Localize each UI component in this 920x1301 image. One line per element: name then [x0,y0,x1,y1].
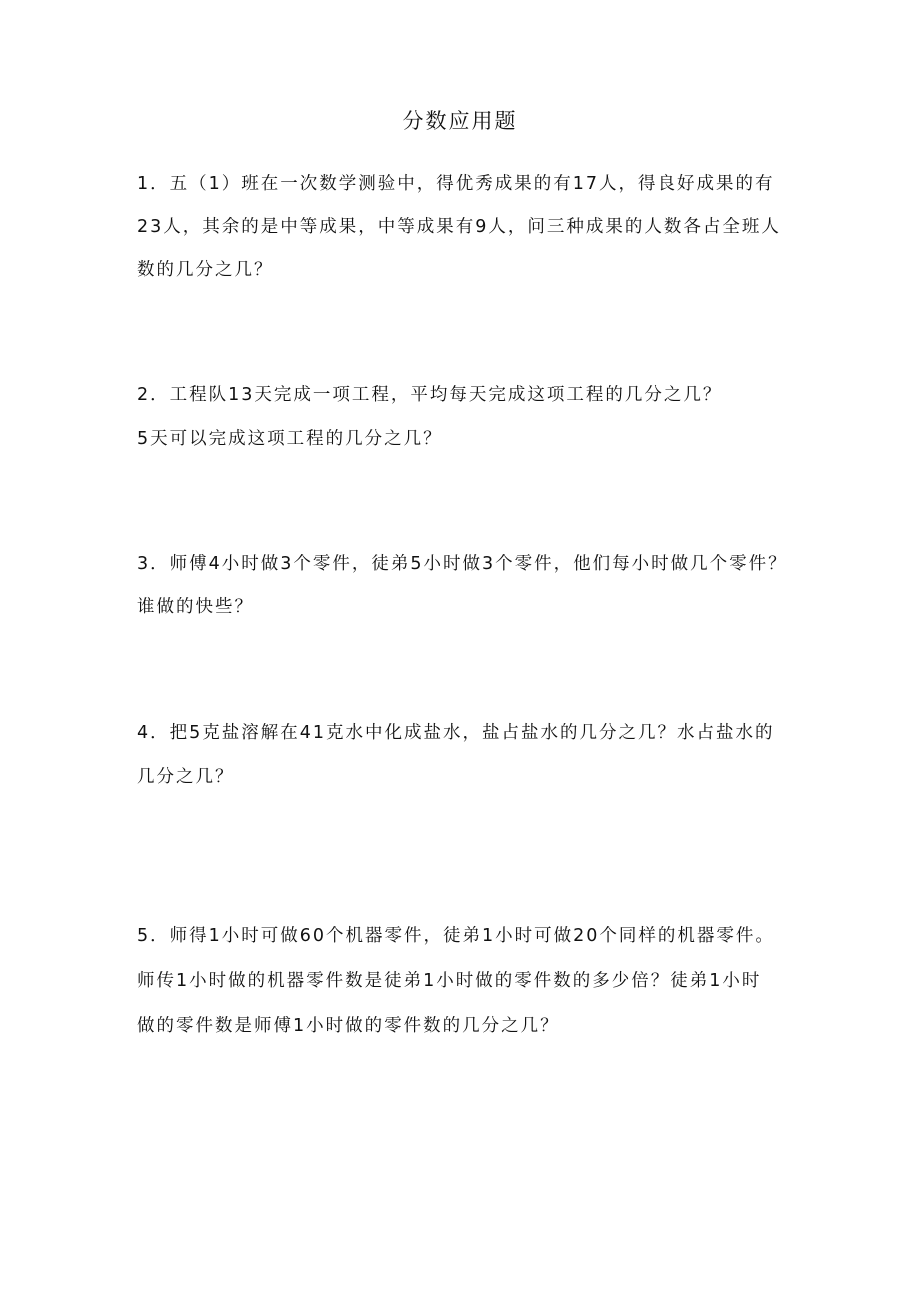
question-2 [137,383,797,451]
question-text-line: 几分之几？ [137,767,235,787]
question-text-line: 4．把5克盐溶解在41克水中化成盐水，盐占盐水的几分之几？水占盐水的 [137,723,775,743]
page-title: 分数应用题 [402,109,518,133]
question-1 [137,172,797,282]
question-4 [137,721,797,789]
question-text-line: 师传1小时做的机器零件数是徒弟1小时做的零件数的多少倍？徒弟1小时 [137,971,762,991]
question-text-line: 5天可以完成这项工程的几分之几？ [137,429,443,449]
question-text-line: 23人，其余的是中等成果，中等成果有9人，问三种成果的人数各占全班人 [137,217,781,237]
question-text-line: 1．五（1）班在一次数学测验中，得优秀成果的有17人，得良好成果的有 [137,174,775,194]
question-text-line: 数的几分之几？ [137,260,274,280]
question-text-line: 5．师得1小时可做60个机器零件，徒弟1小时可做20个同样的机器零件。 [137,926,775,946]
question-text-line: 做的零件数是师傅1小时做的零件数的几分之几？ [137,1016,560,1036]
question-text-line: 谁做的快些？ [137,597,254,617]
question-text-line: 3．师傅4小时做3个零件，徒弟5小时做3个零件，他们每小时做几个零件？ [137,554,788,574]
question-5 [137,924,797,1038]
question-3 [137,552,797,619]
question-text-line: 2．工程队13天完成一项工程，平均每天完成这项工程的几分之几？ [137,385,723,405]
